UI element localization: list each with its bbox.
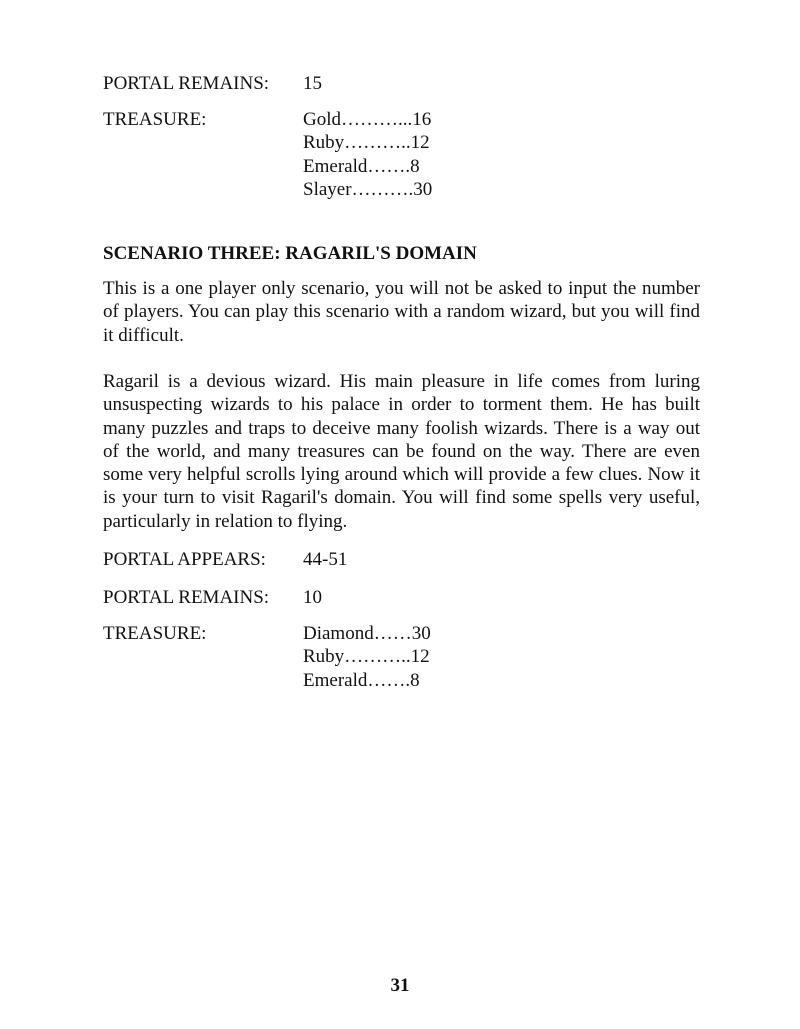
portal-appears-label: PORTAL APPEARS: <box>103 549 266 570</box>
treasure-item: Diamond……30 <box>303 623 431 644</box>
portal-remains-label: PORTAL REMAINS: <box>103 73 270 94</box>
portal-appears-value: 44-51 <box>303 549 348 570</box>
treasure-list <box>303 108 432 201</box>
treasure-item: Emerald…….8 <box>303 155 420 177</box>
treasure-item: Emerald…….8 <box>303 669 420 691</box>
treasure-item: Ruby………..12 <box>303 646 430 668</box>
treasure-label: TREASURE: <box>103 623 207 644</box>
treasure-item: Gold………...16 <box>303 109 432 130</box>
treasure-item: Slayer……….30 <box>303 178 433 200</box>
treasure-list <box>303 622 431 692</box>
treasure-item: Ruby………..12 <box>303 132 430 154</box>
page-number: 31 <box>390 975 410 996</box>
story-paragraph: Ragaril is a devious wizard. His main pleasure in life comes from luring unsuspecting wizards to his palace in order to torment them. He has built many puzzles and traps to deceive many foolish wizards. There is a way out of the world, and many treasures can be found on the way. There are even some very helpful scrolls lying around which will provide a few clues. Now it is your turn to visit Ragaril's domain. You will find some spells very useful, particularly in relation to flying. <box>103 371 700 532</box>
treasure-label: TREASURE: <box>103 109 207 130</box>
portal-remains-label: PORTAL REMAINS: <box>103 587 270 608</box>
intro-paragraph: This is a one player only scenario, you will not be asked to input the number of players. You can play this scenario with a random wizard, but you will find it difficult. <box>103 278 700 346</box>
section-heading: SCENARIO THREE: RAGARIL'S DOMAIN <box>103 243 477 264</box>
portal-remains-value: 10 <box>303 587 322 608</box>
portal-remains-value: 15 <box>303 73 322 94</box>
